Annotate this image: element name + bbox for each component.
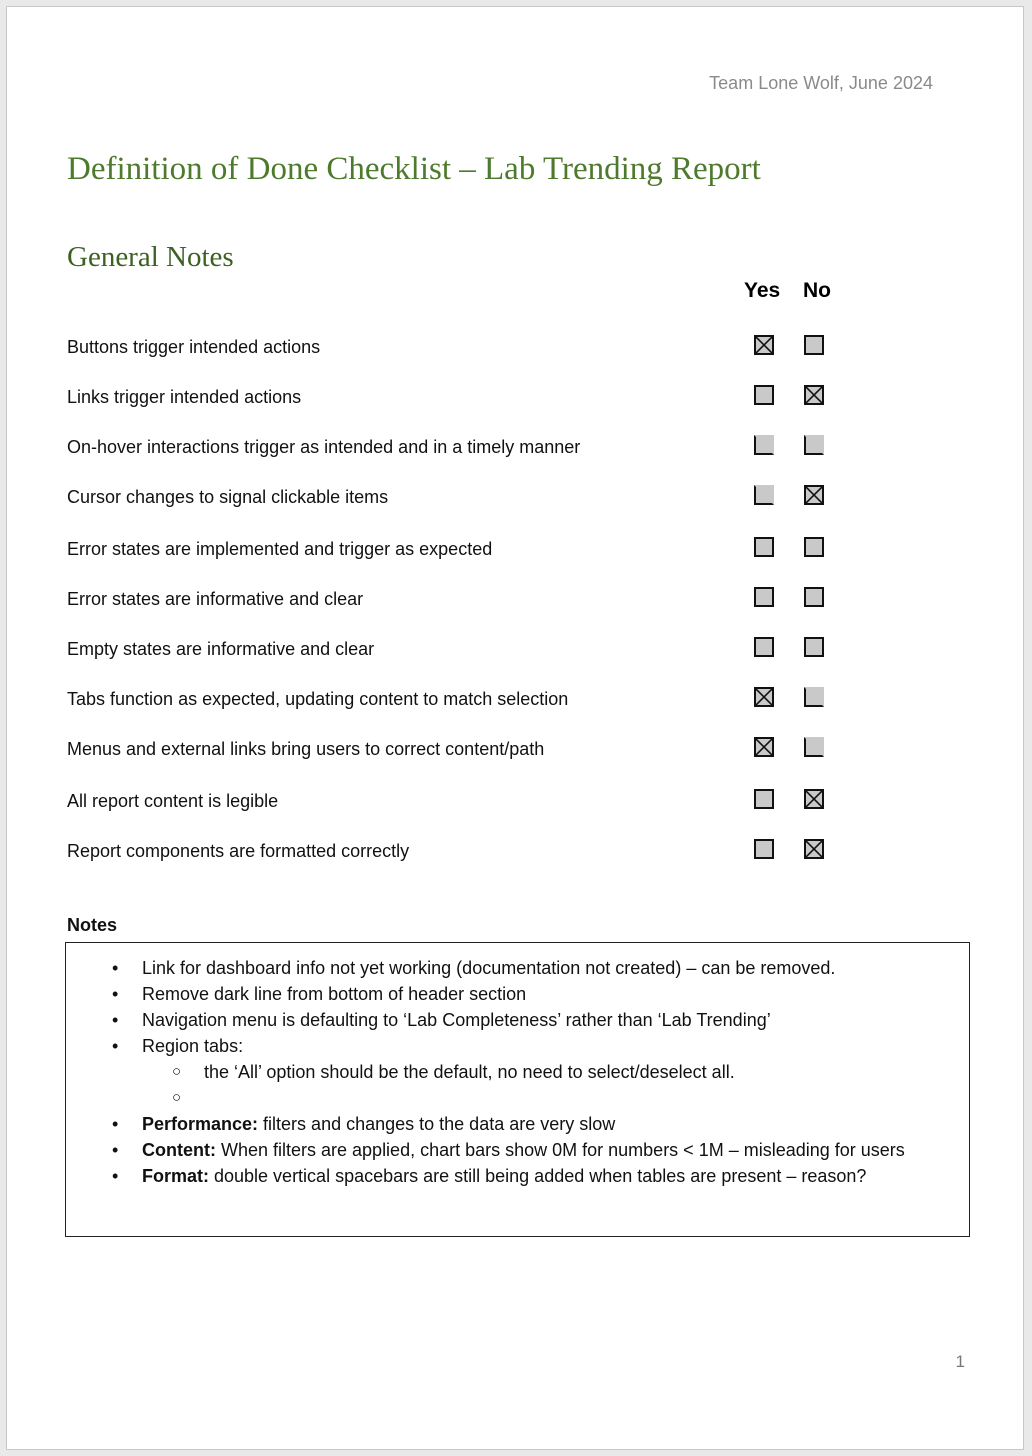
note-text: the ‘All’ option should be the default, no need to select/deselect all. [204, 1062, 735, 1082]
no-checkbox[interactable] [804, 737, 824, 757]
no-checkbox[interactable] [804, 435, 824, 455]
checklist-item-label: Buttons trigger intended actions [67, 337, 321, 357]
no-checkbox[interactable] [804, 637, 824, 657]
yes-checkbox[interactable] [754, 637, 774, 657]
yes-checkbox[interactable] [754, 737, 774, 757]
bullet-icon: • [112, 984, 119, 1004]
checklist-row [67, 535, 967, 565]
x-mark-icon [756, 689, 772, 705]
bullet-icon: • [112, 1036, 119, 1056]
checklist-item-label: On-hover interactions trigger as intended and in a timely manner [67, 437, 581, 457]
bullet-icon: • [112, 1010, 119, 1030]
document-page [6, 6, 1024, 1450]
header-text: Team Lone Wolf, June 2024 [709, 73, 933, 93]
note-text: Region tabs: [142, 1036, 244, 1056]
checklist-row [67, 787, 967, 817]
note-item [66, 1111, 969, 1137]
checklist-row [67, 483, 967, 513]
checklist-row [67, 585, 967, 615]
note-bold-label: Performance: [142, 1114, 259, 1134]
note-bold-label: Format: [142, 1166, 209, 1186]
no-checkbox[interactable] [804, 537, 824, 557]
note-text: filters and changes to the data are very slow [258, 1114, 616, 1134]
hollow-bullet-icon: ○ [172, 1089, 182, 1106]
yes-checkbox[interactable] [754, 485, 774, 505]
note-text [204, 1088, 209, 1108]
page-number: 1 [955, 1352, 965, 1371]
no-column-header: No [803, 279, 831, 302]
note-text: double vertical spacebars are still being added when tables are present – reason? [209, 1166, 867, 1186]
sub-note-item [66, 1059, 969, 1085]
bullet-icon: • [112, 958, 119, 978]
note-item [66, 1137, 969, 1163]
yes-checkbox[interactable] [754, 385, 774, 405]
checklist-item-label: Menus and external links bring users to correct content/path [67, 739, 545, 759]
yes-column-header: Yes [744, 279, 781, 302]
checklist-item-label: Cursor changes to signal clickable items [67, 487, 389, 507]
note-bold-label: Content: [142, 1140, 216, 1160]
checklist-row [67, 333, 967, 363]
checklist-row [67, 433, 967, 463]
yes-checkbox[interactable] [754, 537, 774, 557]
no-checkbox[interactable] [804, 385, 824, 405]
checklist-row [67, 383, 967, 413]
notes-box [65, 942, 970, 1237]
x-mark-icon [756, 739, 772, 755]
checklist-item-label: Error states are implemented and trigger as expected [67, 539, 493, 559]
note-text: When filters are applied, chart bars show 0M for numbers < 1M – misleading for users [215, 1140, 905, 1160]
note-item [66, 955, 969, 981]
page-title: Definition of Done Checklist – Lab Trending Report [67, 151, 761, 187]
bullet-icon: • [112, 1114, 119, 1134]
no-checkbox[interactable] [804, 789, 824, 809]
section-title: General Notes [67, 241, 234, 273]
notes-label: Notes [67, 915, 118, 935]
no-checkbox[interactable] [804, 687, 824, 707]
x-mark-icon [806, 387, 822, 403]
checklist-item-label: Tabs function as expected, updating content to match selection [67, 689, 569, 709]
yes-checkbox[interactable] [754, 687, 774, 707]
x-mark-icon [806, 791, 822, 807]
bullet-icon: • [112, 1140, 119, 1160]
bullet-icon: • [112, 1166, 119, 1186]
hollow-bullet-icon: ○ [172, 1063, 182, 1080]
sub-note-item [66, 1085, 969, 1111]
note-text: Navigation menu is defaulting to ‘Lab Completeness’ rather than ‘Lab Trending’ [142, 1010, 771, 1030]
checklist-row [67, 685, 967, 715]
checklist-item-label: Error states are informative and clear [67, 589, 364, 609]
x-mark-icon [756, 337, 772, 353]
checklist-row [67, 837, 967, 867]
checklist-row [67, 635, 967, 665]
yes-checkbox[interactable] [754, 587, 774, 607]
note-item [66, 1163, 969, 1189]
x-mark-icon [806, 841, 822, 857]
note-item [66, 1033, 969, 1059]
note-item [66, 981, 969, 1007]
checklist-item-label: All report content is legible [67, 791, 279, 811]
checklist-item-label: Report components are formatted correctly [67, 841, 410, 861]
no-checkbox[interactable] [804, 587, 824, 607]
checklist-item-label: Links trigger intended actions [67, 387, 302, 407]
note-item [66, 1007, 969, 1033]
checklist-item-label: Empty states are informative and clear [67, 639, 375, 659]
yes-checkbox[interactable] [754, 789, 774, 809]
x-mark-icon [806, 487, 822, 503]
note-text: Link for dashboard info not yet working (documentation not created) – can be removed. [142, 958, 836, 978]
yes-checkbox[interactable] [754, 335, 774, 355]
note-text: Remove dark line from bottom of header section [142, 984, 527, 1004]
yes-checkbox[interactable] [754, 839, 774, 859]
no-checkbox[interactable] [804, 839, 824, 859]
checklist-row [67, 735, 967, 765]
no-checkbox[interactable] [804, 485, 824, 505]
notes-list [66, 955, 969, 1189]
no-checkbox[interactable] [804, 335, 824, 355]
yes-checkbox[interactable] [754, 435, 774, 455]
